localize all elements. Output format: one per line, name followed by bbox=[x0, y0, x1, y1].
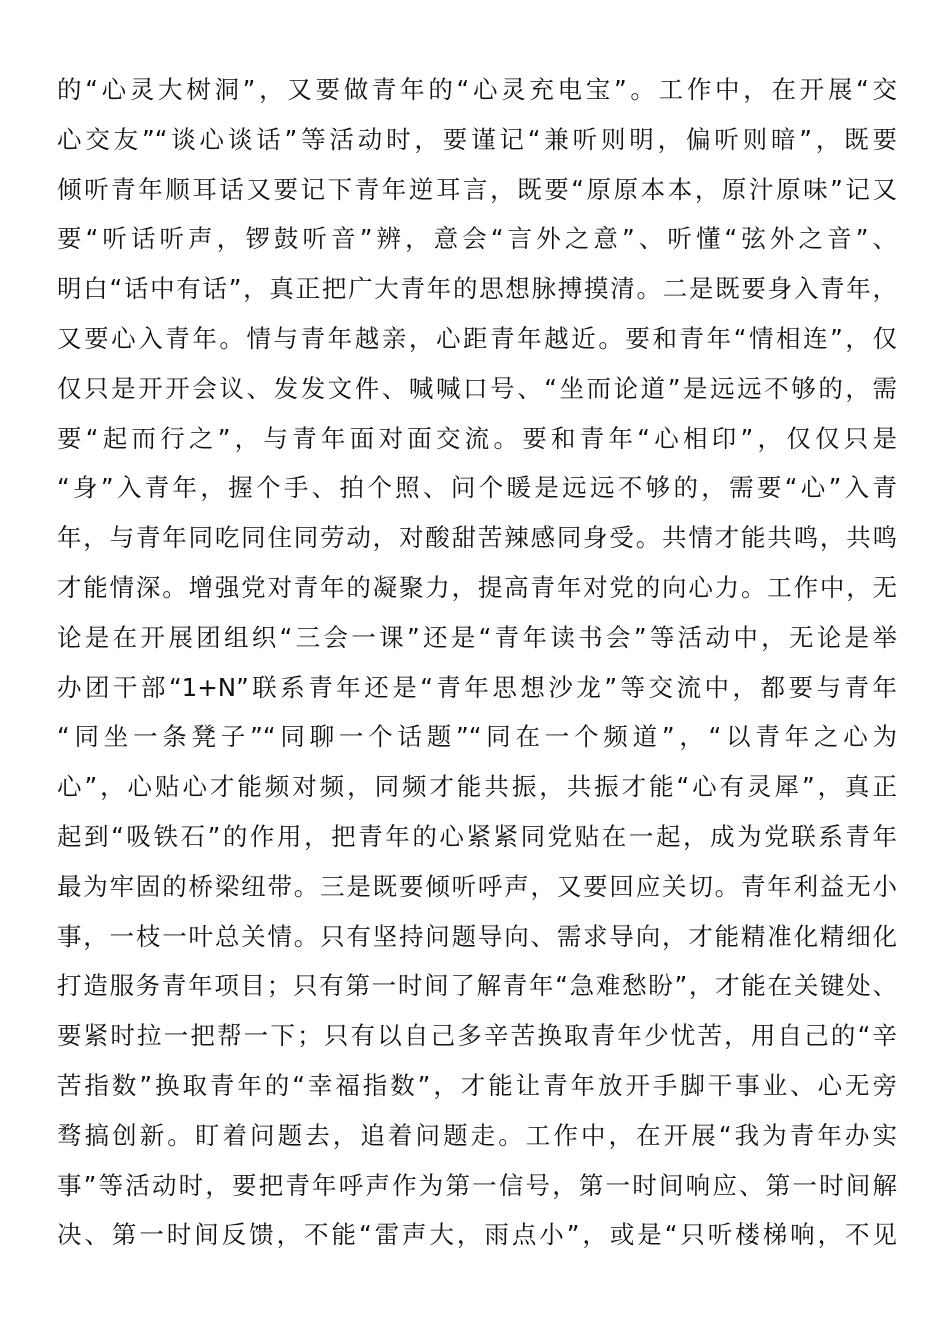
text-line: 才能情深。增强党对青年的凝聚力，提高青年对党的向心力。工作中，无 bbox=[57, 572, 897, 602]
text-line: 心”，心贴心才能频对频，同频才能共振，共振才能“心有灵犀”，真正 bbox=[57, 772, 897, 802]
text-line: 要“听话听声，锣鼓听音”辨，意会“言外之意”、听懂“弦外之音”、 bbox=[57, 224, 897, 254]
text-line: 办团干部“1+N”联系青年还是“青年思想沙龙”等交流中，都要与青年 bbox=[57, 672, 897, 702]
text-line: 打造服务青年项目；只有第一时间了解青年“急难愁盼”，才能在关键处、 bbox=[57, 971, 897, 1001]
text-line: 事，一枝一叶总关情。只有坚持问题导向、需求导向，才能精准化精细化 bbox=[57, 921, 897, 951]
document-page bbox=[57, 65, 897, 1260]
text-line: 心交友”“谈心谈话”等活动时，要谨记“兼听则明，偏听则暗”，既要 bbox=[57, 124, 897, 154]
text-line: “同坐一条凳子”“同聊一个话题”“同在一个频道”，“以青年之心为 bbox=[57, 722, 897, 752]
text-line: 事”等活动时，要把青年呼声作为第一信号，第一时间响应、第一时间解 bbox=[57, 1170, 897, 1200]
text-line: 论是在开展团组织“三会一课”还是“青年读书会”等活动中，无论是举 bbox=[57, 622, 897, 652]
text-line: 的“心灵大树洞”，又要做青年的“心灵充电宝”。工作中，在开展“交 bbox=[57, 75, 897, 104]
text-line: 要“起而行之”，与青年面对面交流。要和青年“心相印”，仅仅只是 bbox=[57, 423, 897, 453]
text-line: 苦指数”换取青年的“幸福指数”，才能让青年放开手脚干事业、心无旁 bbox=[57, 1070, 897, 1100]
text-line: 又要心入青年。情与青年越亲，心距青年越近。要和青年“情相连”，仅 bbox=[57, 323, 897, 353]
text-line: 骛搞创新。盯着问题去，追着问题走。工作中，在开展“我为青年办实 bbox=[57, 1120, 897, 1150]
text-line: 明白“话中有话”，真正把广大青年的思想脉搏摸清。二是既要身入青年， bbox=[57, 274, 897, 304]
text-line: 决、第一时间反馈，不能“雷声大，雨点小”，或是“只听楼梯响，不见 bbox=[57, 1220, 897, 1250]
text-line: 最为牢固的桥梁纽带。三是既要倾听呼声，又要回应关切。青年利益无小 bbox=[57, 871, 897, 901]
text-line: “身”入青年，握个手、拍个照、问个暖是远远不够的，需要“心”入青 bbox=[57, 473, 897, 503]
text-line: 年，与青年同吃同住同劳动，对酸甜苦辣感同身受。共情才能共鸣，共鸣 bbox=[57, 523, 897, 553]
text-line: 仅只是开开会议、发发文件、喊喊口号、“坐而论道”是远远不够的，需 bbox=[57, 373, 897, 403]
text-line: 倾听青年顺耳话又要记下青年逆耳言，既要“原原本本，原汁原味”记又 bbox=[57, 174, 897, 204]
text-line: 要紧时拉一把帮一下；只有以自己多辛苦换取青年少忧苦，用自己的“辛 bbox=[57, 1021, 897, 1051]
text-line: 起到“吸铁石”的作用，把青年的心紧紧同党贴在一起，成为党联系青年 bbox=[57, 821, 897, 851]
